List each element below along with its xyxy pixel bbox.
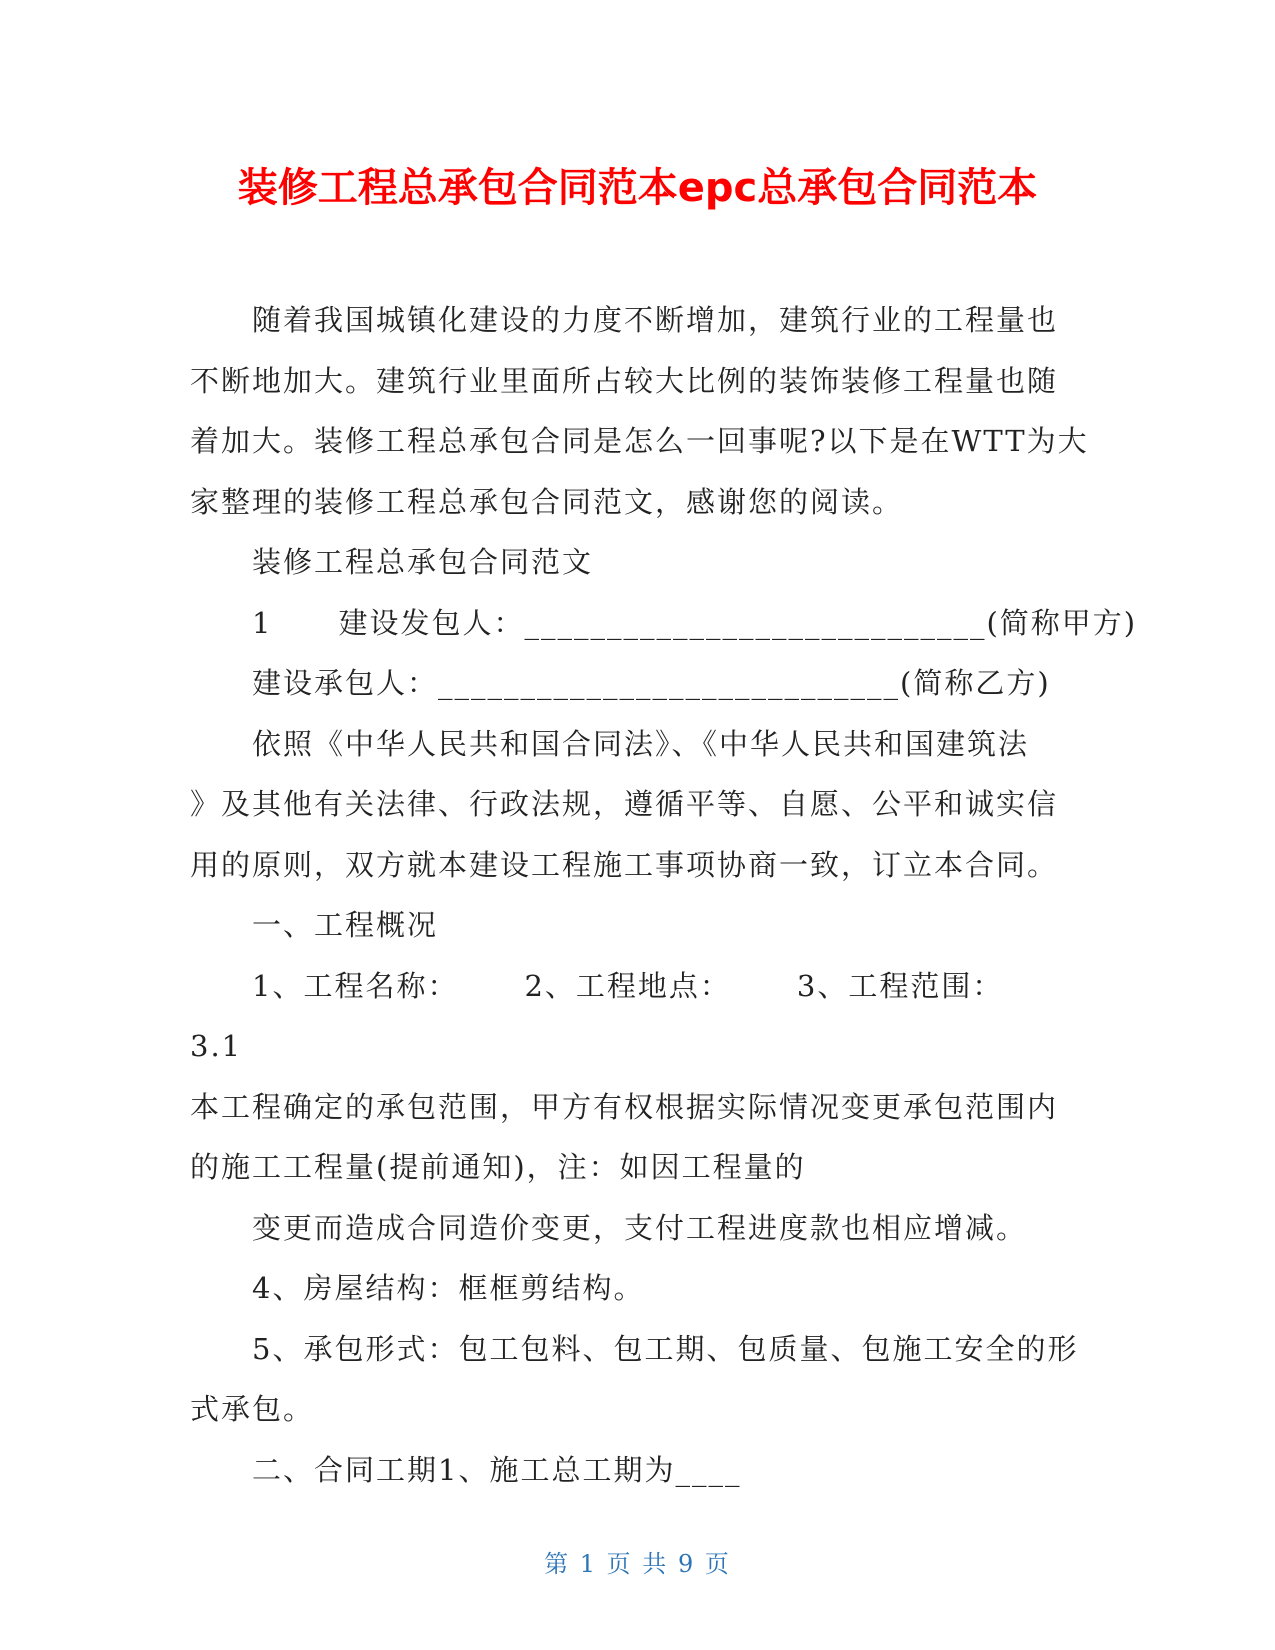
paragraph-line: 》及其他有关法律、行政法规，遵循平等、自愿、公平和诚实信 bbox=[190, 787, 1059, 821]
page-number: 第 1 页 共 9 页 bbox=[544, 1550, 731, 1578]
paragraph-line: 随着我国城镇化建设的力度不断增加，建筑行业的工程量也 bbox=[252, 303, 1059, 337]
section-heading: 一、工程概况 bbox=[252, 908, 439, 942]
paragraph-line: 着加大。装修工程总承包合同是怎么一回事呢?以下是在WTT为大 bbox=[190, 424, 1089, 458]
contractor-line: 建设承包人：____________________________(简称乙方) bbox=[252, 666, 1051, 700]
paragraph-line: 依照《中华人民共和国合同法》、《中华人民共和国建筑法 bbox=[252, 726, 1030, 761]
paragraph-line: 的施工工程量(提前通知)，注：如因工程量的 bbox=[190, 1150, 806, 1184]
paragraph-line: 5、承包形式：包工包料、包工期、包质量、包施工安全的形 bbox=[252, 1331, 1079, 1366]
paragraph-line: 式承包。 bbox=[190, 1392, 315, 1426]
section-heading: 二、合同工期1、施工总工期为____ bbox=[252, 1452, 742, 1487]
paragraph-line: 家整理的装修工程总承包合同范文，感谢您的阅读。 bbox=[190, 484, 904, 519]
project-name-label: 1、工程名称： bbox=[252, 968, 459, 1003]
project-items-line bbox=[190, 956, 1080, 1017]
contract-number: 1 bbox=[252, 605, 273, 640]
project-scope-label: 3、工程范围： bbox=[796, 968, 1004, 1003]
paragraph-line: 用的原则，双方就本建设工程施工事项协商一致，订立本合同。 bbox=[190, 847, 1059, 882]
employer-field: 建设发包人：____________________________(简称甲方) bbox=[338, 605, 1138, 640]
employer-line bbox=[190, 593, 1138, 654]
paragraph-line: 4、房屋结构：框框剪结构。 bbox=[252, 1271, 645, 1305]
paragraph-line: 本工程确定的承包范围，甲方有权根据实际情况变更承包范围内 bbox=[190, 1089, 1059, 1124]
project-location-label: 2、工程地点： bbox=[524, 968, 731, 1003]
paragraph-line: 变更而造成合同造价变更，支付工程进度款也相应增减。 bbox=[252, 1210, 1028, 1245]
clause-number: 3.1 bbox=[190, 1029, 243, 1063]
paragraph-line: 不断地加大。建筑行业里面所占较大比例的装饰装修工程量也随 bbox=[190, 363, 1059, 398]
page-title: 装修工程总承包合同范本epc总承包合同范本 bbox=[237, 165, 1038, 211]
section-heading: 装修工程总承包合同范文 bbox=[252, 545, 594, 579]
document-body bbox=[190, 290, 1138, 1500]
